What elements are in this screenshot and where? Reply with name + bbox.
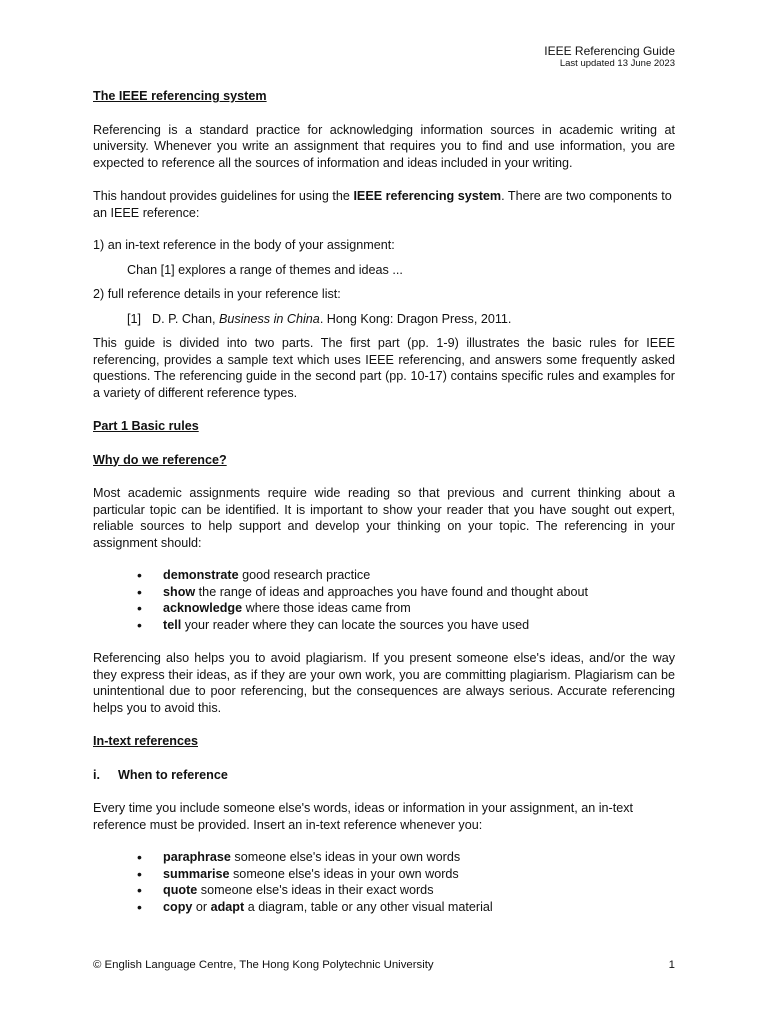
ref-author: D. P. Chan, [152,311,219,326]
list-item [93,899,675,916]
bold-text: show [163,584,196,599]
bold-text: acknowledge [163,601,243,615]
bullet-list-when [93,849,675,915]
component-2: 2) full reference details in your reference list: [93,287,341,301]
paragraph-why: Most academic assignments require wide reading so that previous and current thinking about a particular topic can be identified. It is important to show your reader that you have sought out expert, reliable sources to help support and develop your thinking on your topic. The referencing in your assignment should: [93,486,675,550]
text: where those ideas came from [242,601,411,615]
component-1: 1) an in-text reference in the body of your assignment: [93,238,395,252]
paragraph-guide-structure: This guide is divided into two parts. The first part (pp. 1-9) illustrates the basic rules for IEEE referencing, provides a sample text which uses IEEE referencing, and answers some frequently asked questions. The referencing guide in the second part (pp. 10-17) contains specific rules and examples for a variety of different reference types. [93,336,675,400]
text: This handout provides guidelines for using the [93,189,354,203]
bold-text: copy [163,899,193,914]
list-item [93,617,675,634]
header-title: IEEE Referencing Guide [544,44,675,58]
heading-part1: Part 1 Basic rules [93,419,199,433]
ref-title: Business in China [219,311,320,326]
bold-text: demonstrate [163,568,239,582]
list-item [93,567,675,584]
text: the range of ideas and approaches you have found and thought about [195,584,589,599]
heading-in-text-references: In-text references [93,734,198,748]
bold-text: summarise [163,866,230,881]
page-header [544,44,675,70]
subheading-number: i. [93,767,100,782]
page-number: 1 [668,959,675,971]
subheading-title: When to reference [118,767,228,782]
footer-copyright: © English Language Centre, The Hong Kong Polytechnic University [93,959,434,971]
text: or [192,899,211,914]
text: good research practice [238,568,371,582]
paragraph-components [93,188,675,221]
list-item [93,866,675,883]
heading-why-reference: Why do we reference? [93,452,227,467]
header-updated-date: Last updated 13 June 2023 [559,58,675,69]
text: someone else's ideas in their exact words [197,883,434,897]
ref-publisher: . Hong Kong: Dragon Press, 2011. [319,311,512,326]
ref-number: [1] [127,311,142,326]
list-item [93,600,675,617]
text: someone else's ideas in your own words [230,850,461,864]
text: a diagram, table or any other visual material [244,899,493,914]
bold-text: IEEE referencing system [353,189,502,203]
paragraph-intro: Referencing is a standard practice for acknowledging information sources in academic writing at university. Whenever you write an assignment that requires you to find and use information, you are expected to reference all the sources of information and ideas included in your writing. [93,122,675,170]
page-footer [93,958,675,972]
bullet-list-purposes [93,567,675,633]
list-item [93,882,675,899]
bold-text: paraphrase [163,850,231,864]
text: . There are two components to an IEEE reference: [93,189,672,220]
paragraph-plagiarism: Referencing also helps you to avoid plagiarism. If you present someone else's ideas, and/or the way they express their ideas, as if they are your own work, you are committing plagiarism. Plagiarism can be unintentional due to poor referencing, but the consequences are always serious. Accurate referencing helps you to avoid this. [93,651,675,715]
document-body [93,88,675,915]
list-item [93,849,675,866]
paragraph-when: Every time you include someone else's words, ideas or information in your assignment, an in-text reference must be provided. Insert an in-text reference whenever you: [93,801,633,832]
component-2-example [93,311,675,328]
heading-ieee-system: The IEEE referencing system [93,89,267,103]
bold-text: tell [163,617,182,632]
text: your reader where they can locate the sources you have used [181,617,530,632]
component-1-example: Chan [1] explores a range of themes and ideas ... [127,262,403,277]
bold-text: adapt [210,899,245,914]
bold-text: quote [163,883,198,897]
list-item [93,584,675,601]
text: someone else's ideas in your own words [229,866,459,881]
subheading-when-to-reference [93,767,675,784]
